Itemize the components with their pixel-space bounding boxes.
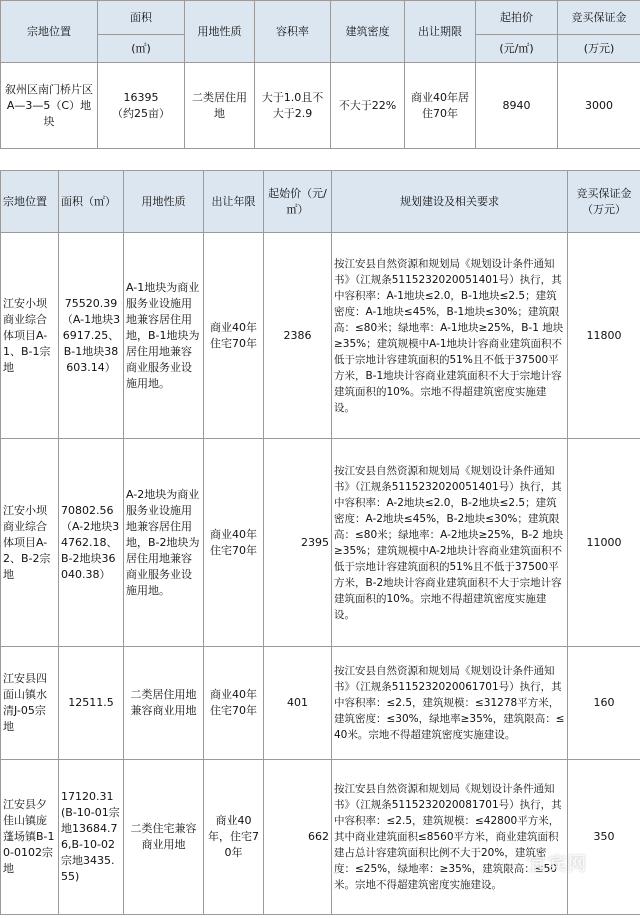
t2-header-use: 用地性质	[124, 171, 204, 233]
t1-header-area-unit: (㎡)	[98, 35, 185, 63]
t1-density: 不大于22%	[331, 63, 405, 149]
t1-header-far: 容积率	[255, 1, 331, 63]
t1-header-use: 用地性质	[185, 1, 255, 63]
t2-use: A-2地块为商业服务业设施用地兼容居住用地，B-2地块为居住用地兼容商业服务业设施用地。	[124, 439, 204, 647]
t2-area: 17120.31(B-10-01宗地13684.76,B-10-02宗地3435.55)	[59, 760, 124, 915]
t1-header-deposit-unit: (万元)	[558, 35, 640, 63]
land-table-1	[0, 0, 640, 149]
t2-requirements: 按江安县自然资源和规划局《规划设计条件通知书》（江规条5115232020061701号）执行，其中容积率：≤2.5，建筑规模：≤31278平方米，建筑密度：≤30%，绿地率≥35%，建筑限高：≤40米。宗地不得超建筑密度实施建设。	[332, 647, 568, 760]
table2-header-row	[1, 171, 640, 233]
t2-header-area: 面积（㎡）	[59, 171, 124, 233]
t2-price: 401	[264, 647, 332, 760]
t1-price: 8940	[476, 63, 558, 149]
table1-header-row	[1, 1, 640, 35]
t2-term: 商业40年，住宅70年	[204, 760, 264, 915]
t2-price: 2395	[264, 439, 332, 647]
t2-deposit: 350	[568, 760, 640, 915]
t2-deposit: 11800	[568, 233, 640, 439]
t1-term: 商业40年居住70年	[405, 63, 476, 149]
t1-header-deposit: 竞买保证金	[558, 1, 640, 35]
land-table-2	[0, 170, 640, 915]
t2-deposit: 160	[568, 647, 640, 760]
t2-deposit: 11000	[568, 439, 640, 647]
t2-location: 江安县夕佳山镇庞蓬场镇B-10-0102宗地	[1, 760, 59, 915]
t2-requirements: 按江安县自然资源和规划局《规划设计条件通知书》（江规条5115232020051401号）执行，其中容积率：A-1地块≤2.0，B-1地块≤2.5；建筑密度：A-1地块≤45%，B-1地块≤30%；建筑限高：≤80米；绿地率：A-1地块≥25%，B-1 地块≥35%；建筑规模中A-1地块计容商业建筑面积不低于宗地计容建筑面积的51%且不低于37500平方米，B-1地块计容商业建筑面积不大于宗地计容建筑面积的10%。宗地不得超建筑密度实施建设。	[332, 233, 568, 439]
table-row	[1, 439, 640, 647]
table-row	[1, 647, 640, 760]
t2-area: 70802.56（A-2地块34762.18、B-2地块36040.38）	[59, 439, 124, 647]
t2-term: 商业40年住宅70年	[204, 647, 264, 760]
t1-deposit: 3000	[558, 63, 640, 149]
t2-term: 商业40年住宅70年	[204, 233, 264, 439]
t2-price: 662	[264, 760, 332, 915]
t2-price: 2386	[264, 233, 332, 439]
t1-header-location: 宗地位置	[1, 1, 98, 63]
t1-far: 大于1.0且不大于2.9	[255, 63, 331, 149]
t2-header-term: 出让年限	[204, 171, 264, 233]
t2-requirements: 按江安县自然资源和规划局《规划设计条件通知书》（江规条5115232020051401号）执行，其中容积率：A-2地块≤2.0，B-2地块≤2.5；建筑密度：A-2地块≤45%，B-2地块≤30%；建筑限高：≤80米；绿地率：A-2地块≥25%，B-2 地块≥35%；建筑规模中A-2地块计容商业建筑面积不低于宗地计容建筑面积的51%且不低于37500平方米，B-2地块计容商业建筑面积不大于宗地计容建筑面积的10%。宗地不得超建筑密度实施建设。	[332, 439, 568, 647]
t1-use: 二类居住用地	[185, 63, 255, 149]
watermark: 宜宾网	[528, 854, 588, 875]
t1-header-price-unit: (元/㎡)	[476, 35, 558, 63]
t2-location: 江安小坝商业综合体项目A-1、B-1宗地	[1, 233, 59, 439]
t2-location: 江安小坝商业综合体项目A-2、B-2宗地	[1, 439, 59, 647]
t2-area: 12511.5	[59, 647, 124, 760]
table-row	[1, 233, 640, 439]
t2-use: 二类住宅兼容商业用地	[124, 760, 204, 915]
t1-header-area: 面积	[98, 1, 185, 35]
table-row	[1, 760, 640, 915]
table1-row	[1, 63, 640, 149]
t2-requirements: 按江安县自然资源和规划局《规划设计条件通知书》（江规条5115232020081701号）执行，其中容积率：≤2.5，建筑规模：≤42800平方米，其中商业建筑面积≤8560平方米，商业建筑面积建占总计容建筑面积比例不大于20%，建筑密度：≤25%，绿地率：≥35%，建筑限高：≤50米。宗地不得超建筑密度实施建设。	[332, 760, 568, 915]
t2-term: 商业40年住宅70年	[204, 439, 264, 647]
t1-location: 叙州区南门桥片区A—3—5（C）地块	[1, 63, 98, 149]
t2-use: A-1地块为商业服务业设施用地兼容居住用地，B-1地块为居住用地兼容商业服务业设施用地。	[124, 233, 204, 439]
t1-header-term: 出让期限	[405, 1, 476, 63]
t2-header-requirements: 规划建设及相关要求	[332, 171, 568, 233]
t2-use: 二类居住用地兼容商业用地	[124, 647, 204, 760]
t1-area: 16395 （约25亩）	[98, 63, 185, 149]
t2-area: 75520.39（A-1地块36917.25、B-1地块38603.14）	[59, 233, 124, 439]
t2-header-deposit: 竞买保证金（万元）	[568, 171, 640, 233]
t2-header-location: 宗地位置	[1, 171, 59, 233]
t2-location: 江安县四面山镇水清J-05宗地	[1, 647, 59, 760]
t1-header-density: 建筑密度	[331, 1, 405, 63]
t1-header-price: 起拍价	[476, 1, 558, 35]
t2-header-price: 起始价（元/㎡）	[264, 171, 332, 233]
